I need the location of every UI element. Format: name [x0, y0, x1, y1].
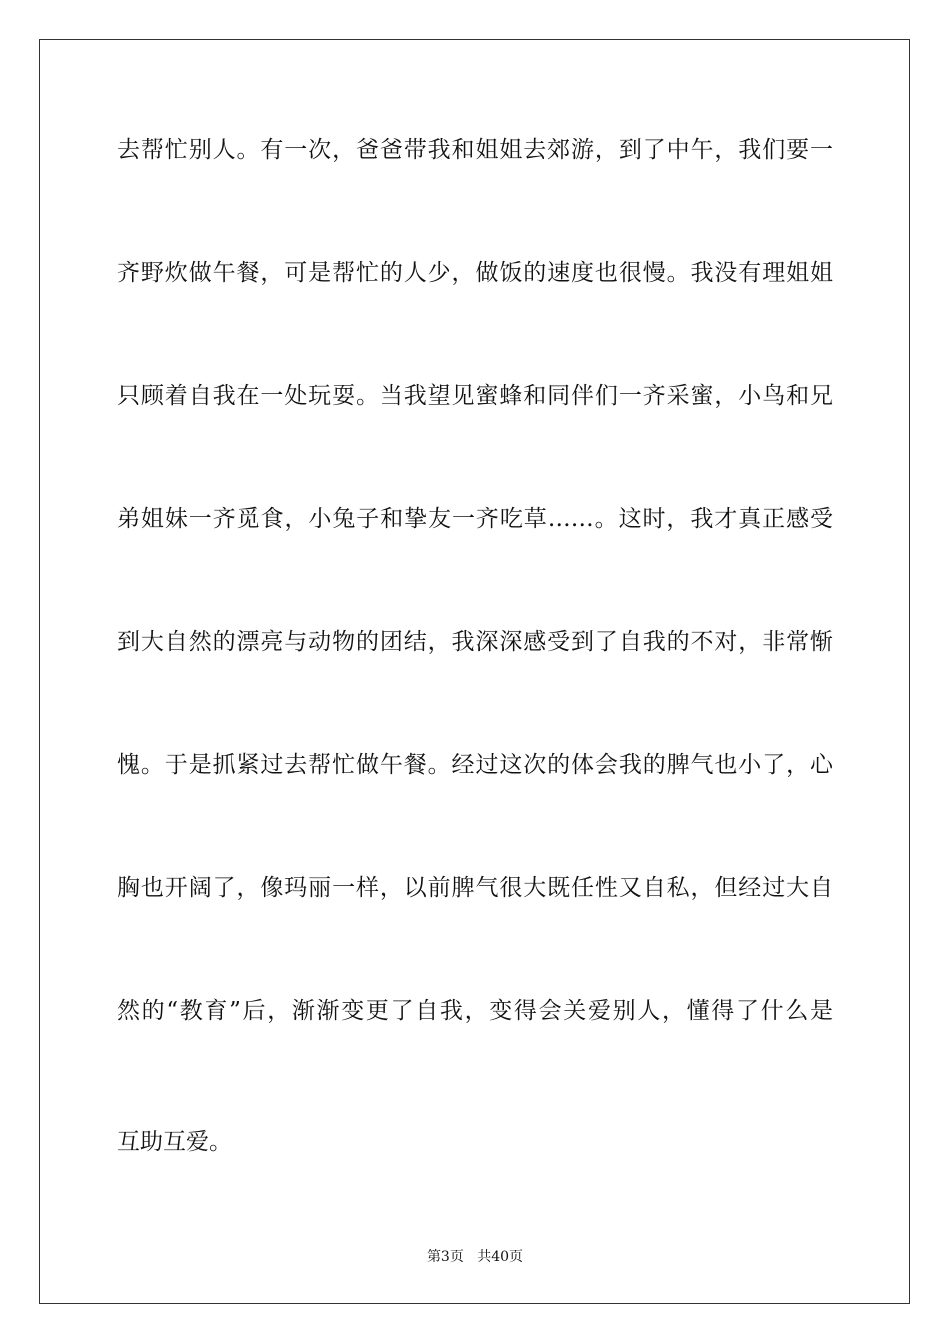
- page-number: 第3页: [426, 1249, 464, 1265]
- paragraph-line: 然的“教育”后，渐渐变更了自我，变得会关爱别人，懂得了什么是: [117, 998, 833, 1024]
- paragraph-line: 到大自然的漂亮与动物的团结，我深深感受到了自我的不对，非常惭: [117, 629, 833, 655]
- paragraph-line: 齐野炊做午餐，可是帮忙的人少，做饭的速度也很慢。我没有理姐姐: [117, 260, 833, 286]
- paragraph-line: 愧。于是抓紧过去帮忙做午餐。经过这次的体会我的脾气也小了，心: [117, 752, 833, 778]
- paragraph-line: 只顾着自我在一处玩耍。当我望见蜜蜂和同伴们一齐采蜜，小鸟和兄: [117, 383, 833, 409]
- paragraph-line: 弟姐妹一齐觅食，小兔子和挚友一齐吃草……。这时，我才真正感受: [117, 506, 833, 532]
- paragraph-line: 互助互爱。: [117, 1129, 232, 1155]
- paragraph-line: 去帮忙别人。有一次，爸爸带我和姐姐去郊游，到了中午，我们要一: [117, 137, 833, 163]
- paragraph-line: 胸也开阔了，像玛丽一样，以前脾气很大既任性又自私，但经过大自: [117, 875, 833, 901]
- page-footer: [0, 1248, 950, 1266]
- page-border: [39, 39, 910, 1304]
- page-total: 共40页: [477, 1249, 524, 1265]
